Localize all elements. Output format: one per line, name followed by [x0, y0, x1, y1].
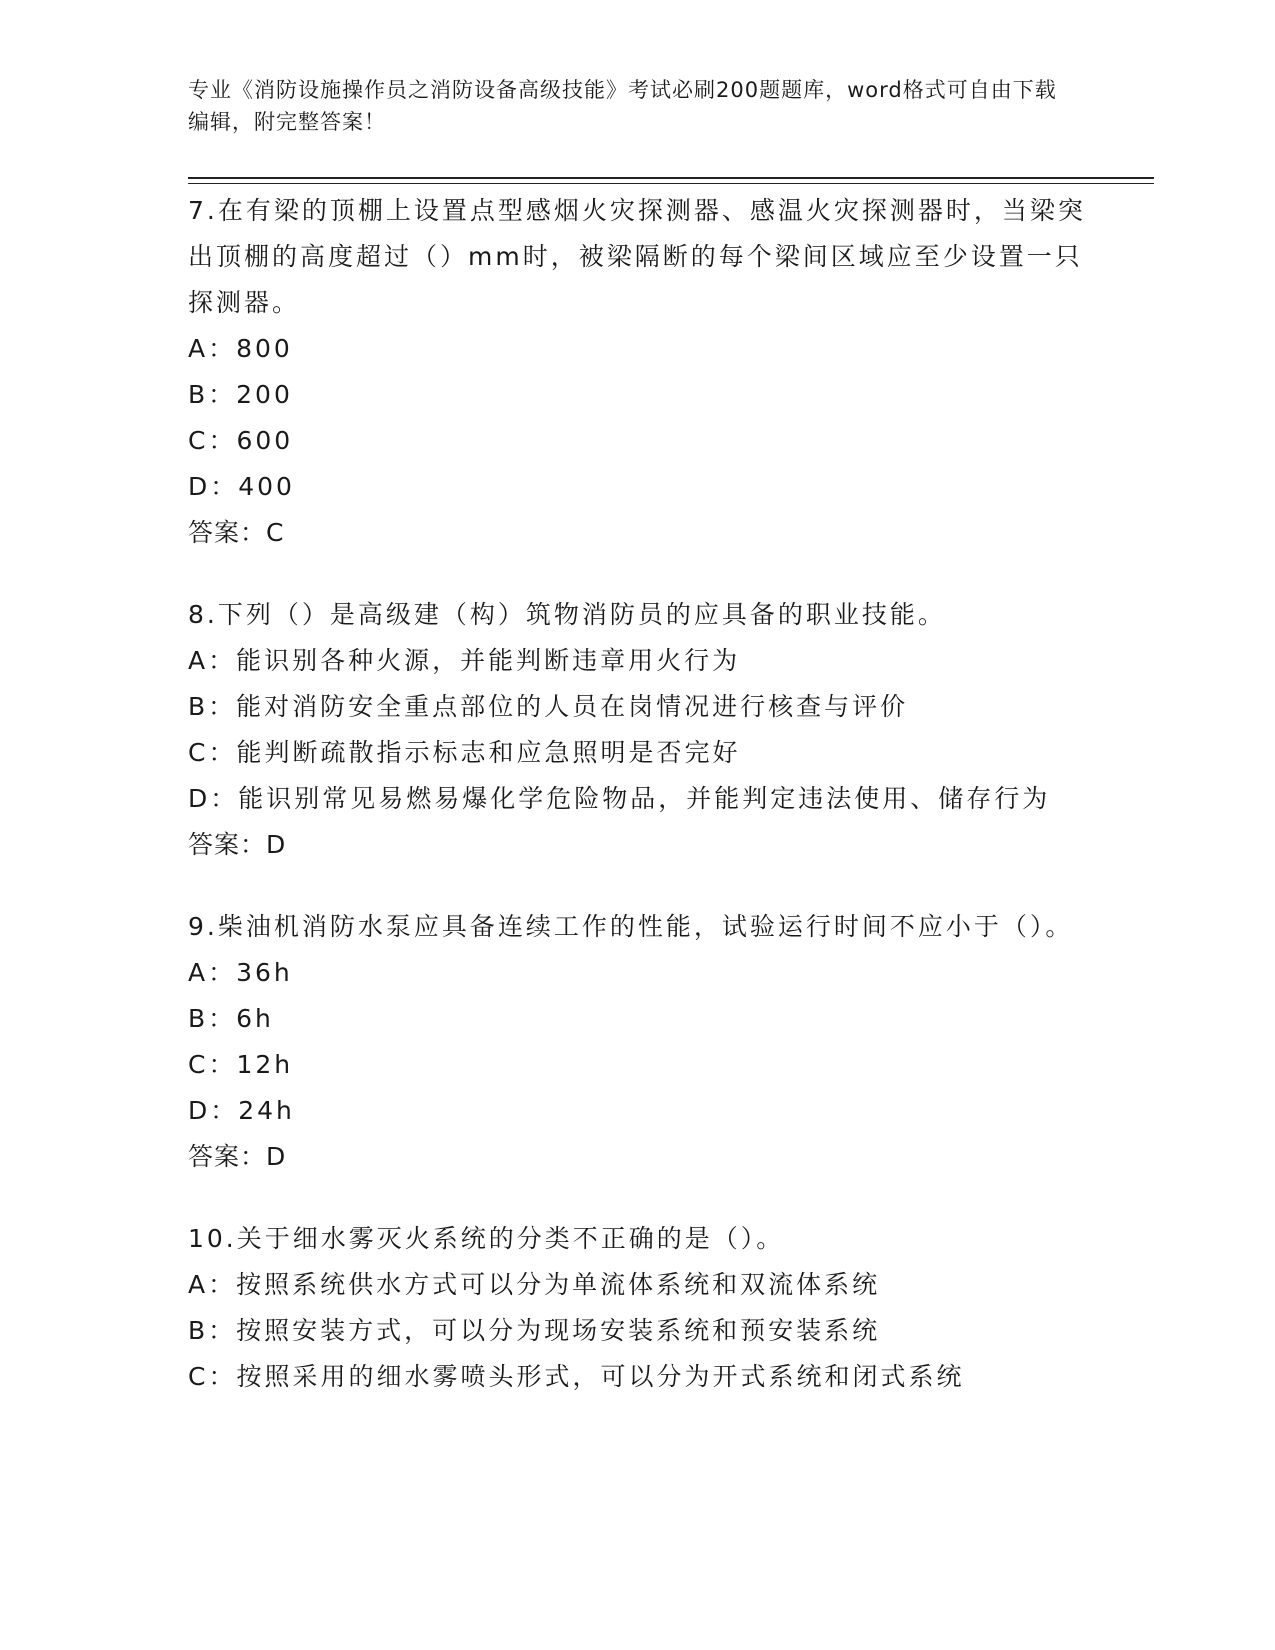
option-b: B：200 [188, 380, 293, 409]
header-divider-thin [188, 183, 1154, 184]
question-9 [188, 904, 1088, 1180]
option-a: A：按照系统供水方式可以分为单流体系统和双流体系统 [188, 1270, 881, 1299]
option-a: A：36h [188, 958, 293, 987]
header-divider-thick [188, 177, 1154, 179]
option-d: D：400 [188, 472, 295, 501]
option-a: A：能识别各种火源，并能判断违章用火行为 [188, 646, 741, 675]
document-header: 专业《消防设施操作员之消防设备高级技能》考试必刷200题题库，word格式可自由下载编辑，附完整答案！ [188, 78, 1057, 134]
option-c: C：600 [188, 426, 294, 455]
option-b: B：能对消防安全重点部位的人员在岗情况进行核查与评价 [188, 692, 909, 721]
option-b: B：6h [188, 1004, 274, 1033]
option-a: A：800 [188, 334, 293, 363]
answer: 答案：D [188, 1142, 287, 1171]
option-c: C：能判断疏散指示标志和应急照明是否完好 [188, 738, 741, 767]
question-8 [188, 592, 1088, 868]
question-stem: 8.下列（）是高级建（构）筑物消防员的应具备的职业技能。 [188, 600, 946, 629]
option-c: C：按照采用的细水雾喷头形式，可以分为开式系统和闭式系统 [188, 1362, 965, 1391]
option-d: D：24h [188, 1096, 295, 1125]
question-10 [188, 1216, 1088, 1400]
option-d: D：能识别常见易燃易爆化学危险物品，并能判定违法使用、储存行为 [188, 784, 1051, 813]
question-7 [188, 188, 1088, 556]
question-stem: 9.柴油机消防水泵应具备连续工作的性能，试验运行时间不应小于（）。 [188, 912, 1074, 941]
question-stem: 7.在有梁的顶棚上设置点型感烟火灾探测器、感温火灾探测器时，当梁突出顶棚的高度超过（）mm时，被梁隔断的每个梁间区域应至少设置一只探测器。 [188, 196, 1086, 317]
question-stem: 10.关于细水雾灭火系统的分类不正确的是（）。 [188, 1224, 785, 1253]
question-list [188, 188, 1088, 1436]
answer: 答案：C [188, 518, 285, 547]
option-b: B：按照安装方式，可以分为现场安装系统和预安装系统 [188, 1316, 881, 1345]
option-c: C：12h [188, 1050, 294, 1079]
answer: 答案：D [188, 830, 287, 859]
